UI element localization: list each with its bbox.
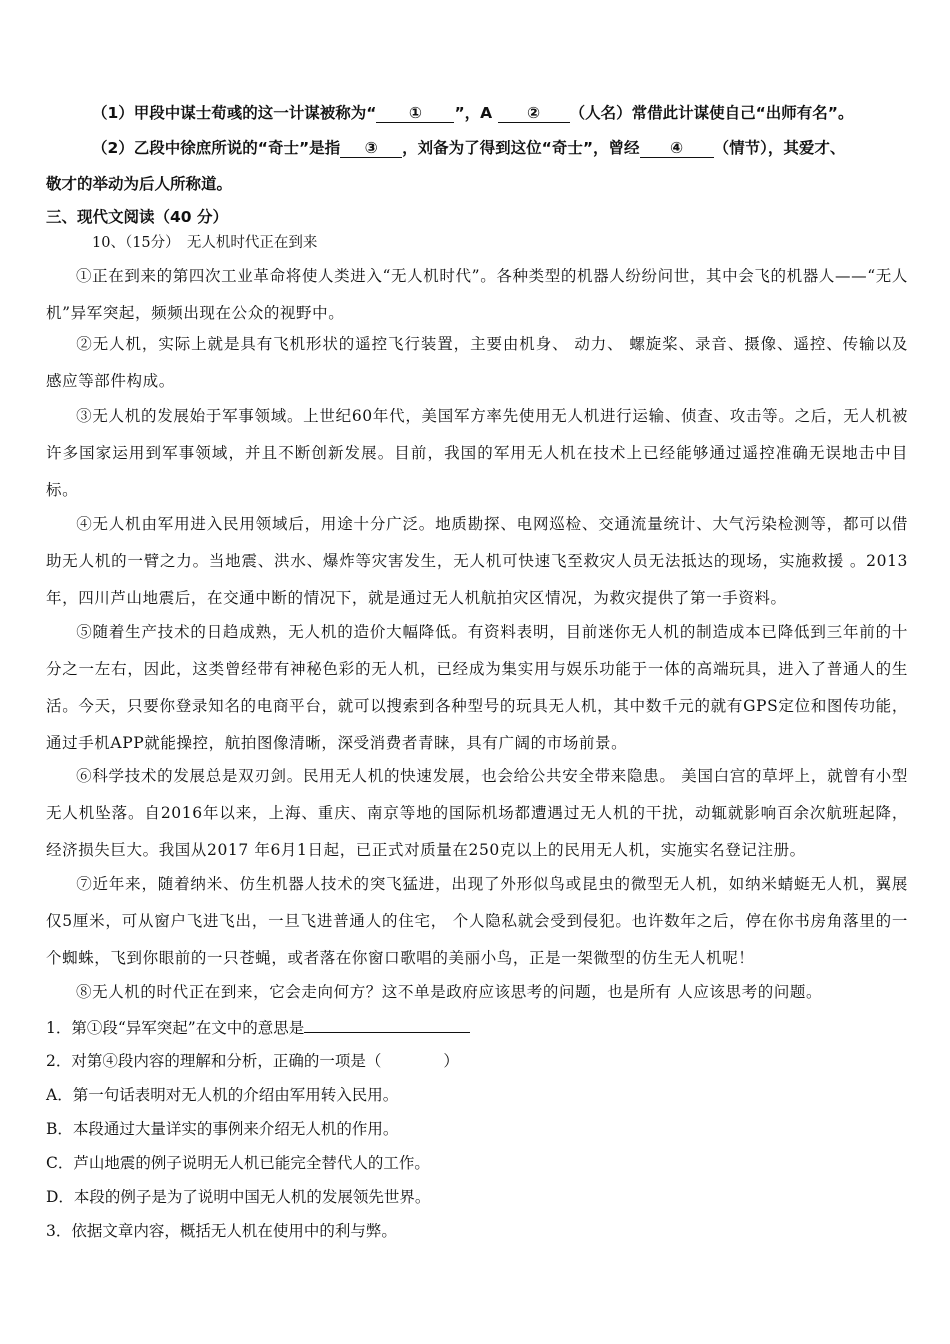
q1-text-c: （人名）常借此计谋使自己“出师有名”。 [569, 104, 854, 122]
question-2-line [92, 137, 845, 159]
blank-4: ④ [640, 139, 714, 158]
question-item-1 [46, 1016, 470, 1039]
q2-text-a: （2）乙段中徐庶所说的“奇士”是指 [92, 139, 341, 157]
paragraph-3 [46, 398, 908, 509]
paragraph-7 [46, 866, 908, 977]
question-1-line [92, 102, 853, 124]
option-c[interactable]: C．芦山地震的例子说明无人机已能完全替代人的工作。 [46, 1154, 430, 1172]
paragraph-2 [46, 326, 908, 400]
question-item-2: 2．对第④段内容的理解和分析，正确的一项是（ ） [46, 1052, 459, 1070]
option-b[interactable]: B．本段通过大量详实的事例来介绍无人机的作用。 [46, 1120, 399, 1138]
paragraph-7-text: ⑦近年来，随着纳米、仿生机器人技术的突飞猛进，出现了外形似鸟或昆虫的微型无人机，如纳米蜻蜓无人机，翼展仅5厘米，可从窗户飞进飞出，一旦飞进普通人的住宅， 个人隐私就会受到侵犯。也许数年之后，停在你书房角落里的一个蜘蛛，飞到你眼前的一只苍蝇，或者落在你窗口歌唱的美丽小鸟，正是一架微型的仿生无人机呢！ [46, 875, 908, 967]
q2-text-c: （情节），其爱才、 [713, 139, 846, 157]
q1-text-a: （1）甲段中谋士荀彧的这一计谋被称为“ [92, 104, 377, 122]
blank-2: ② [498, 104, 570, 123]
paragraph-3-text: ③无人机的发展始于军事领域。上世纪60年代，美国军方率先使用无人机进行运输、侦查、攻击等。之后，无人机被许多国家运用到军事领域，并且不断创新发展。目前，我国的军用无人机在技术上已经能够通过遥控准确无误地击中目标。 [46, 407, 908, 499]
paragraph-2-text: ②无人机，实际上就是具有飞机形状的遥控飞行装置，主要由机身、 动力、 螺旋桨、录音、摄像、遥控、传输以及感应等部件构成。 [46, 335, 908, 390]
option-a[interactable]: A．第一句话表明对无人机的介绍由军用转入民用。 [46, 1086, 399, 1104]
paragraph-4 [46, 506, 908, 617]
paragraph-8-text: ⑧无人机的时代正在到来，它会走向何方？这不单是政府应该思考的问题，也是所有 人应该思考的问题。 [76, 983, 823, 1001]
paragraph-1 [46, 258, 908, 332]
question-item-1-text: 1．第①段“异军突起”在文中的意思是 [46, 1019, 305, 1037]
paragraph-6 [46, 758, 908, 869]
paragraph-8 [46, 974, 908, 1011]
paragraph-5-text: ⑤随着生产技术的日趋成熟，无人机的造价大幅降低。有资料表明，目前迷你无人机的制造成本已降低到三年前的十分之一左右，因此，这类曾经带有神秘色彩的无人机，已经成为集实用与娱乐功能于一体的高端玩具，进入了普通人的生活。今天，只要你登录知名的电商平台，就可以搜索到各种型号的玩具无人机，其中数千元的就有GPS定位和图传功能，通过手机APP就能操控，航拍图像清晰，深受消费者青睐，具有广阔的市场前景。 [46, 623, 908, 752]
paragraph-6-text: ⑥科学技术的发展总是双刃剑。民用无人机的快速发展，也会给公共安全带来隐患。 美国白宫的草坪上，就曾有小型无人机坠落。自2016年以来，上海、重庆、南京等地的国际机场都遭遇过无人机的干扰，动辄就影响百余次航班起降，经济损失巨大。我国从2017 年6月1日起，已正式对质量在250克以上的民用无人机，实施实名登记注册。 [46, 767, 908, 859]
q1-text-b: ”，A [454, 104, 498, 122]
section-title: 三、现代文阅读（40 分） [46, 208, 228, 226]
paragraph-4-text: ④无人机由军用进入民用领域后，用途十分广泛。地质勘探、电网巡检、交通流量统计、大气污染检测等，都可以借助无人机的一臂之力。当地震、洪水、爆炸等灾害发生，无人机可快速飞至救灾人员无法抵达的现场，实施救援 。2013年，四川芦山地震后，在交通中断的情况下，就是通过无人机航拍灾区情况，为救灾提供了第一手资料。 [46, 515, 908, 607]
blank-3: ③ [340, 139, 402, 158]
option-d[interactable]: D．本段的例子是为了说明中国无人机的发展领先世界。 [46, 1188, 431, 1206]
question-2-line-2: 敬才的举动为后人所称道。 [46, 175, 233, 193]
answer-line-1[interactable] [304, 1016, 470, 1033]
paragraph-5 [46, 614, 908, 762]
question-item-3: 3．依据文章内容，概括无人机在使用中的利与弊。 [46, 1222, 397, 1240]
q2-text-b: ，刘备为了得到这位“奇士”，曾经 [402, 139, 640, 157]
paragraph-1-text: ①正在到来的第四次工业革命将使人类进入“无人机时代”。各种类型的机器人纷纷问世，其中会飞的机器人——“无人机”异军突起，频频出现在公众的视野中。 [46, 267, 908, 322]
blank-1: ① [376, 104, 454, 123]
passage-header: 10、（15分） 无人机时代正在到来 [92, 235, 318, 251]
